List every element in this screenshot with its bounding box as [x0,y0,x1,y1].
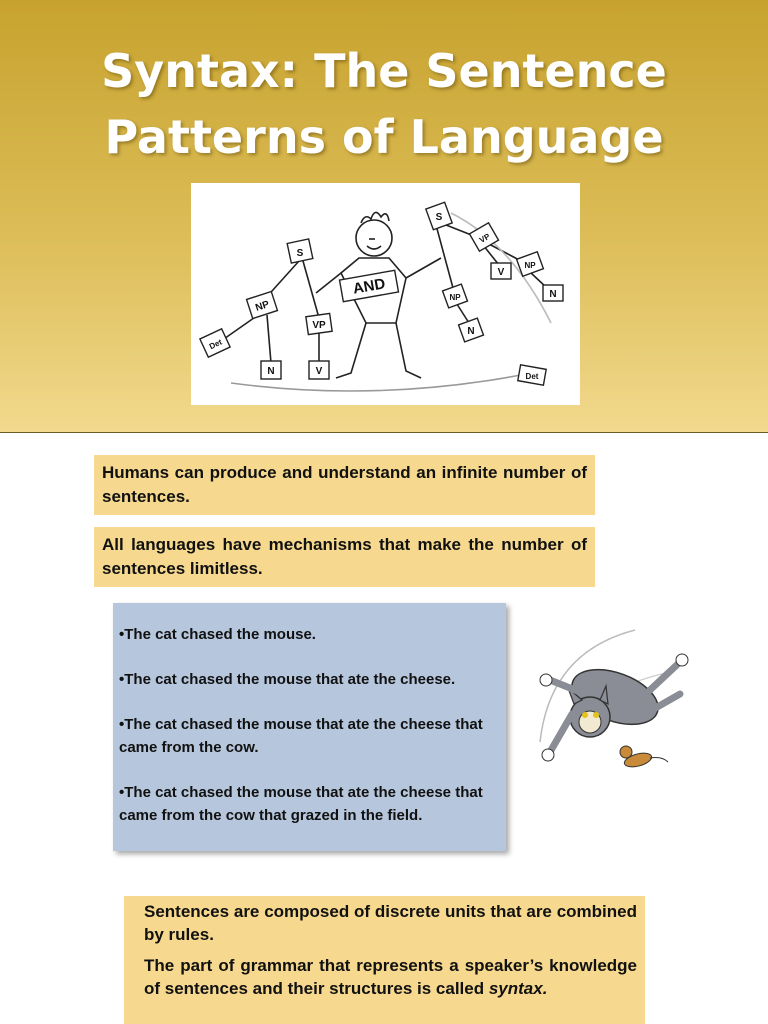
syntax-definition-text [144,954,637,1000]
page-title [0,38,768,170]
syntax-definition-prefix: The part of grammar that represents a speaker’s knowledge of sentences and their structures is called [144,956,637,998]
syntax-definition-box [124,896,645,1024]
example-sentences-panel [113,603,506,851]
label-det: Det [207,337,224,352]
label-vp-right: VP [477,231,492,245]
label-np-left: NP [254,299,271,314]
cat-chasing-mouse-illustration [520,622,690,782]
label-det-right: Det [525,372,539,381]
label-v-right: V [497,267,505,278]
label-s-right: S [435,212,443,223]
infinite-sentences-box [94,455,595,515]
title-line-1: Syntax: The Sentence [101,44,667,98]
label-n-right: N [549,289,557,300]
limitless-mechanisms-box [94,527,595,587]
title-banner [0,0,768,433]
infinite-sentences-text: Humans can produce and understand an infinite number of sentences. [102,463,587,506]
example-sentence-3: •The cat chased the mouse that ate the cheese that came from the cow. [119,716,483,756]
discrete-units-text: Sentences are composed of discrete units that are combined by rules. [144,902,637,944]
title-line-2: Patterns of Language [104,110,664,164]
label-n-right-2: N [467,326,475,337]
example-sentence-2: •The cat chased the mouse that ate the cheese. [119,671,456,688]
syntax-tree-cartoon [191,183,580,405]
label-vp-left: VP [312,320,326,331]
label-s-left: S [296,248,304,259]
syntax-term: syntax. [488,979,548,998]
label-np-right-2: NP [449,293,461,302]
label-v-left: V [315,366,323,377]
label-n-left: N [267,366,275,377]
example-sentence-4: •The cat chased the mouse that ate the cheese that came from the cow that grazed in the field. [119,784,483,824]
label-np-right: NP [524,261,536,270]
limitless-mechanisms-text: All languages have mechanisms that make the number of sentences limitless. [102,535,587,578]
example-sentence-1: •The cat chased the mouse. [119,626,316,643]
label-and: AND [351,275,387,298]
